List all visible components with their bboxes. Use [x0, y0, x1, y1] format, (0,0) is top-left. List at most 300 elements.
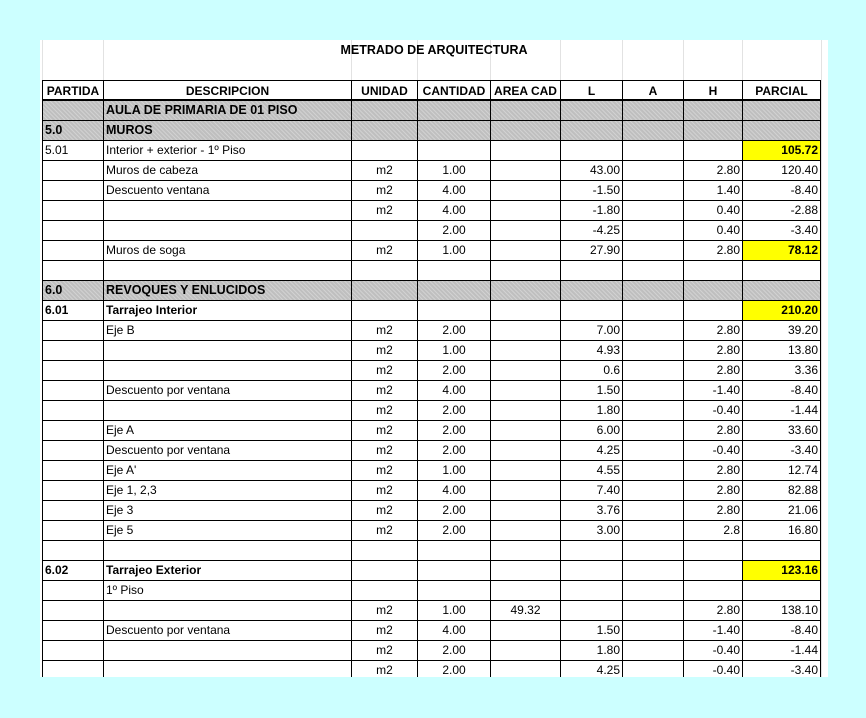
cell-area[interactable]	[490, 620, 560, 640]
cell-partida[interactable]: 6.01	[42, 300, 103, 320]
cell-unidad[interactable]	[351, 220, 417, 240]
cell-parcial[interactable]: 16.80	[742, 520, 821, 540]
cell-unidad[interactable]	[351, 260, 417, 280]
cell-cantidad[interactable]: 2.00	[417, 440, 490, 460]
cell-l[interactable]: 1.50	[560, 380, 622, 400]
cell-partida[interactable]	[42, 260, 103, 280]
cell-parcial[interactable]: -3.40	[742, 440, 821, 460]
cell-cantidad[interactable]: 2.00	[417, 660, 490, 677]
cell-desc[interactable]: Tarrajeo Exterior	[103, 560, 351, 580]
header-row	[40, 80, 828, 100]
cell-cantidad[interactable]	[417, 560, 490, 580]
section-row	[40, 280, 828, 300]
cell-parcial[interactable]	[742, 540, 821, 560]
cell-a[interactable]	[622, 160, 683, 180]
cell-parcial[interactable]: -3.40	[742, 660, 821, 677]
cell-h[interactable]	[683, 280, 742, 300]
table-row	[40, 500, 828, 520]
cell-cantidad[interactable]: 1.00	[417, 600, 490, 620]
cell-l[interactable]: 4.25	[560, 660, 622, 677]
cell-parcial[interactable]: -8.40	[742, 620, 821, 640]
cell-partida[interactable]	[42, 240, 103, 260]
cell-partida[interactable]: 6.0	[42, 280, 103, 300]
cell-l[interactable]: 3.76	[560, 500, 622, 520]
cell-parcial[interactable]: -1.44	[742, 400, 821, 420]
cell-a[interactable]	[622, 420, 683, 440]
cell-cantidad[interactable]: 2.00	[417, 500, 490, 520]
cell-area[interactable]	[490, 340, 560, 360]
cell-l[interactable]: 0.6	[560, 360, 622, 380]
table-row	[40, 520, 828, 540]
cell-unidad[interactable]: m2	[351, 240, 417, 260]
cell-h[interactable]: -0.40	[683, 660, 742, 677]
cell-unidad[interactable]: m2	[351, 520, 417, 540]
cell-partida[interactable]: 6.02	[42, 560, 103, 580]
cell-parcial[interactable]: 3.36	[742, 360, 821, 380]
cell-parcial[interactable]: -1.44	[742, 640, 821, 660]
cell-a[interactable]	[622, 100, 683, 120]
cell-partida[interactable]	[42, 400, 103, 420]
cell-unidad[interactable]: m2	[351, 360, 417, 380]
cell-cantidad[interactable]: 2.00	[417, 360, 490, 380]
cell-a[interactable]	[622, 560, 683, 580]
table-row	[40, 640, 828, 660]
cell-h[interactable]	[683, 120, 742, 140]
table-row	[40, 140, 828, 160]
cell-a[interactable]	[622, 520, 683, 540]
header-desc[interactable]: DESCRIPCION	[103, 80, 351, 100]
cell-a[interactable]	[622, 540, 683, 560]
cell-desc[interactable]: Interior + exterior - 1º Piso	[103, 140, 351, 160]
cell-l[interactable]	[560, 140, 622, 160]
cell-a[interactable]	[622, 480, 683, 500]
section-row	[40, 100, 828, 120]
cell-partida[interactable]	[42, 580, 103, 600]
cell-partida[interactable]	[42, 480, 103, 500]
cell-h[interactable]: 2.80	[683, 320, 742, 340]
cell-cantidad[interactable]: 1.00	[417, 240, 490, 260]
cell-desc[interactable]: Eje 1, 2,3	[103, 480, 351, 500]
cell-a[interactable]	[622, 460, 683, 480]
cell-desc[interactable]	[103, 600, 351, 620]
table-row	[40, 200, 828, 220]
cell-unidad[interactable]	[351, 540, 417, 560]
cell-l[interactable]: 7.40	[560, 480, 622, 500]
cell-parcial[interactable]: 13.80	[742, 340, 821, 360]
cell-parcial[interactable]: -8.40	[742, 380, 821, 400]
cell-l[interactable]: 1.80	[560, 640, 622, 660]
cell-l[interactable]: -1.50	[560, 180, 622, 200]
cell-h[interactable]: 2.80	[683, 360, 742, 380]
cell-unidad[interactable]	[351, 580, 417, 600]
cell-cantidad[interactable]: 4.00	[417, 620, 490, 640]
cell-h[interactable]	[683, 540, 742, 560]
cell-area[interactable]	[490, 260, 560, 280]
header-cantidad[interactable]: CANTIDAD	[417, 80, 490, 100]
cell-partida[interactable]	[42, 420, 103, 440]
cell-cantidad[interactable]: 2.00	[417, 220, 490, 240]
cell-unidad[interactable]: m2	[351, 400, 417, 420]
cell-partida[interactable]	[42, 460, 103, 480]
cell-desc[interactable]: 1º Piso	[103, 580, 351, 600]
cell-unidad[interactable]: m2	[351, 660, 417, 677]
cell-unidad[interactable]	[351, 120, 417, 140]
cell-area[interactable]	[490, 240, 560, 260]
cell-area[interactable]	[490, 560, 560, 580]
cell-cantidad[interactable]	[417, 580, 490, 600]
cell-unidad[interactable]: m2	[351, 340, 417, 360]
table-row	[40, 180, 828, 200]
cell-h[interactable]	[683, 140, 742, 160]
cell-a[interactable]	[622, 640, 683, 660]
cell-a[interactable]	[622, 220, 683, 240]
cell-cantidad[interactable]: 2.00	[417, 320, 490, 340]
cell-parcial[interactable]: 105.72	[742, 140, 821, 160]
cell-partida[interactable]	[42, 220, 103, 240]
cell-a[interactable]	[622, 400, 683, 420]
cell-a[interactable]	[622, 140, 683, 160]
cell-area[interactable]	[490, 400, 560, 420]
cell-desc[interactable]: Eje A	[103, 420, 351, 440]
cell-desc[interactable]: Tarrajeo Interior	[103, 300, 351, 320]
cell-h[interactable]: 2.80	[683, 240, 742, 260]
cell-area[interactable]	[490, 320, 560, 340]
cell-desc[interactable]: Eje 3	[103, 500, 351, 520]
cell-area[interactable]	[490, 580, 560, 600]
cell-h[interactable]	[683, 300, 742, 320]
cell-h[interactable]	[683, 260, 742, 280]
cell-area[interactable]	[490, 540, 560, 560]
cell-cantidad[interactable]	[417, 140, 490, 160]
cell-area[interactable]	[490, 660, 560, 677]
cell-parcial[interactable]: -2.88	[742, 200, 821, 220]
cell-area[interactable]	[490, 460, 560, 480]
cell-unidad[interactable]: m2	[351, 460, 417, 480]
cell-l[interactable]: 4.25	[560, 440, 622, 460]
cell-partida[interactable]	[42, 180, 103, 200]
cell-h[interactable]: -0.40	[683, 400, 742, 420]
cell-cantidad[interactable]: 2.00	[417, 420, 490, 440]
cell-area[interactable]	[490, 140, 560, 160]
cell-desc[interactable]	[103, 360, 351, 380]
cell-unidad[interactable]	[351, 300, 417, 320]
cell-area[interactable]	[490, 420, 560, 440]
cell-l[interactable]	[560, 600, 622, 620]
cell-a[interactable]	[622, 260, 683, 280]
cell-l[interactable]	[560, 260, 622, 280]
cell-partida[interactable]	[42, 320, 103, 340]
cell-desc[interactable]	[103, 400, 351, 420]
cell-parcial[interactable]: -3.40	[742, 220, 821, 240]
cell-desc[interactable]	[103, 260, 351, 280]
table-row	[40, 220, 828, 240]
cell-desc[interactable]: Descuento por ventana	[103, 440, 351, 460]
cell-area[interactable]	[490, 120, 560, 140]
cell-h[interactable]: 0.40	[683, 200, 742, 220]
table-row	[40, 360, 828, 380]
cell-l[interactable]	[560, 300, 622, 320]
cell-cantidad[interactable]	[417, 100, 490, 120]
cell-area[interactable]	[490, 300, 560, 320]
cell-cantidad[interactable]: 2.00	[417, 640, 490, 660]
cell-unidad[interactable]: m2	[351, 440, 417, 460]
cell-partida[interactable]: 5.0	[42, 120, 103, 140]
cell-l[interactable]	[560, 580, 622, 600]
cell-h[interactable]	[683, 560, 742, 580]
table-row	[40, 420, 828, 440]
cell-parcial[interactable]: 21.06	[742, 500, 821, 520]
cell-unidad[interactable]: m2	[351, 160, 417, 180]
cell-a[interactable]	[622, 200, 683, 220]
header-a[interactable]: A	[622, 80, 683, 100]
cell-desc[interactable]: Descuento por ventana	[103, 620, 351, 640]
cell-cantidad[interactable]: 1.00	[417, 460, 490, 480]
table-row	[40, 580, 828, 600]
cell-a[interactable]	[622, 280, 683, 300]
cell-l[interactable]: 6.00	[560, 420, 622, 440]
cell-area[interactable]	[490, 200, 560, 220]
cell-unidad[interactable]	[351, 280, 417, 300]
cell-area[interactable]	[490, 220, 560, 240]
cell-parcial[interactable]: 123.16	[742, 560, 821, 580]
sheet-title: METRADO DE ARQUITECTURA	[340, 43, 528, 57]
cell-desc[interactable]: Descuento por ventana	[103, 380, 351, 400]
cell-unidad[interactable]: m2	[351, 420, 417, 440]
cell-l[interactable]	[560, 280, 622, 300]
cell-cantidad[interactable]: 1.00	[417, 160, 490, 180]
cell-partida[interactable]	[42, 100, 103, 120]
header-parcial[interactable]: PARCIAL	[742, 80, 821, 100]
table-row	[40, 440, 828, 460]
cell-cantidad[interactable]: 2.00	[417, 400, 490, 420]
cell-partida[interactable]	[42, 360, 103, 380]
cell-unidad[interactable]	[351, 100, 417, 120]
table-row	[40, 60, 828, 80]
cell-parcial[interactable]	[742, 100, 821, 120]
cell-a[interactable]	[622, 440, 683, 460]
cell-l[interactable]: 7.00	[560, 320, 622, 340]
cell-desc[interactable]	[103, 200, 351, 220]
cell-partida[interactable]	[42, 620, 103, 640]
cell-cantidad[interactable]: 1.00	[417, 340, 490, 360]
header-l[interactable]: L	[560, 80, 622, 100]
table-row	[40, 540, 828, 560]
cell-desc[interactable]	[103, 640, 351, 660]
cell-l[interactable]	[560, 540, 622, 560]
cell-h[interactable]	[683, 580, 742, 600]
cell-area[interactable]: 49.32	[490, 600, 560, 620]
cell-l[interactable]: -4.25	[560, 220, 622, 240]
cell-l[interactable]	[560, 560, 622, 580]
cell-parcial[interactable]: 82.88	[742, 480, 821, 500]
cell-parcial[interactable]: 33.60	[742, 420, 821, 440]
cell-h[interactable]: 2.80	[683, 600, 742, 620]
table-row	[40, 320, 828, 340]
cell-parcial[interactable]: 138.10	[742, 600, 821, 620]
cell-a[interactable]	[622, 500, 683, 520]
cell-unidad[interactable]: m2	[351, 620, 417, 640]
cell-cantidad[interactable]	[417, 260, 490, 280]
cell-h[interactable]: -1.40	[683, 620, 742, 640]
cell-h[interactable]: 2.80	[683, 160, 742, 180]
cell-a[interactable]	[622, 340, 683, 360]
cell-area[interactable]	[490, 180, 560, 200]
table-row	[40, 300, 828, 320]
cell-a[interactable]	[622, 620, 683, 640]
header-partida[interactable]: PARTIDA	[42, 80, 103, 100]
cell-parcial[interactable]	[742, 280, 821, 300]
cell-h[interactable]: 2.80	[683, 500, 742, 520]
cell-h[interactable]: 2.80	[683, 420, 742, 440]
cell-parcial[interactable]	[742, 120, 821, 140]
cell-partida[interactable]	[42, 600, 103, 620]
table-row	[40, 380, 828, 400]
cell-cantidad[interactable]: 4.00	[417, 180, 490, 200]
table-row	[40, 620, 828, 640]
cell-l[interactable]	[560, 100, 622, 120]
cell-parcial[interactable]: -8.40	[742, 180, 821, 200]
cell-h[interactable]: -0.40	[683, 640, 742, 660]
cell-area[interactable]	[490, 160, 560, 180]
cell-h[interactable]: 1.40	[683, 180, 742, 200]
cell-desc[interactable]	[103, 660, 351, 677]
cell-cantidad[interactable]	[417, 280, 490, 300]
cell-partida[interactable]: 5.01	[42, 140, 103, 160]
cell-parcial[interactable]: 78.12	[742, 240, 821, 260]
cell-area[interactable]	[490, 520, 560, 540]
cell-cantidad[interactable]	[417, 540, 490, 560]
cell-l[interactable]: -1.80	[560, 200, 622, 220]
cell-parcial[interactable]: 120.40	[742, 160, 821, 180]
cell-parcial[interactable]	[742, 260, 821, 280]
cell-h[interactable]: 2.80	[683, 460, 742, 480]
table-row	[40, 260, 828, 280]
cell-area[interactable]	[490, 440, 560, 460]
cell-l[interactable]: 4.55	[560, 460, 622, 480]
cell-cantidad[interactable]	[417, 120, 490, 140]
cell-parcial[interactable]: 12.74	[742, 460, 821, 480]
cell-a[interactable]	[622, 240, 683, 260]
cell-partida[interactable]	[42, 500, 103, 520]
cell-a[interactable]	[622, 320, 683, 340]
cell-a[interactable]	[622, 580, 683, 600]
cell-h[interactable]: 2.80	[683, 340, 742, 360]
cell-desc[interactable]	[103, 220, 351, 240]
cell-a[interactable]	[622, 300, 683, 320]
table-row	[40, 400, 828, 420]
cell-cantidad[interactable]: 4.00	[417, 380, 490, 400]
cell-desc[interactable]: MUROS	[103, 120, 351, 140]
cell-unidad[interactable]: m2	[351, 500, 417, 520]
header-unidad[interactable]: UNIDAD	[351, 80, 417, 100]
cell-partida[interactable]	[42, 200, 103, 220]
cell-partida[interactable]	[42, 440, 103, 460]
cell-unidad[interactable]: m2	[351, 600, 417, 620]
table-row	[40, 340, 828, 360]
cell-a[interactable]	[622, 180, 683, 200]
table-row	[40, 600, 828, 620]
cell-h[interactable]: 2.80	[683, 480, 742, 500]
cell-desc[interactable]: Muros de cabeza	[103, 160, 351, 180]
cell-partida[interactable]	[42, 380, 103, 400]
table-row	[40, 240, 828, 260]
cell-desc[interactable]: AULA DE PRIMARIA DE 01 PISO	[103, 100, 351, 120]
cell-h[interactable]: -1.40	[683, 380, 742, 400]
header-area[interactable]: AREA CAD	[490, 80, 560, 100]
cell-desc[interactable]	[103, 340, 351, 360]
cell-cantidad[interactable]: 4.00	[417, 480, 490, 500]
cell-unidad[interactable]: m2	[351, 200, 417, 220]
cell-parcial[interactable]	[742, 580, 821, 600]
cell-h[interactable]: -0.40	[683, 440, 742, 460]
cell-h[interactable]: 2.8	[683, 520, 742, 540]
cell-unidad[interactable]: m2	[351, 380, 417, 400]
cell-l[interactable]: 1.80	[560, 400, 622, 420]
cell-area[interactable]	[490, 640, 560, 660]
cell-desc[interactable]: Eje A'	[103, 460, 351, 480]
cell-a[interactable]	[622, 660, 683, 677]
cell-unidad[interactable]	[351, 560, 417, 580]
cell-area[interactable]	[490, 480, 560, 500]
table-row	[40, 460, 828, 480]
cell-a[interactable]	[622, 360, 683, 380]
cell-parcial[interactable]: 39.20	[742, 320, 821, 340]
cell-area[interactable]	[490, 100, 560, 120]
cell-unidad[interactable]: m2	[351, 640, 417, 660]
header-h[interactable]: H	[683, 80, 742, 100]
cell-a[interactable]	[622, 380, 683, 400]
spreadsheet	[40, 40, 828, 677]
cell-desc[interactable]: Eje B	[103, 320, 351, 340]
cell-unidad[interactable]: m2	[351, 480, 417, 500]
cell-partida[interactable]	[42, 660, 103, 677]
cell-area[interactable]	[490, 380, 560, 400]
cell-h[interactable]: 0.40	[683, 220, 742, 240]
cell-partida[interactable]	[42, 520, 103, 540]
cell-l[interactable]: 4.93	[560, 340, 622, 360]
cell-l[interactable]: 27.90	[560, 240, 622, 260]
cell-h[interactable]	[683, 100, 742, 120]
cell-desc[interactable]: Descuento ventana	[103, 180, 351, 200]
table-row	[40, 560, 828, 580]
cell-parcial[interactable]: 210.20	[742, 300, 821, 320]
cell-partida[interactable]	[42, 640, 103, 660]
cell-area[interactable]	[490, 500, 560, 520]
cell-desc[interactable]: Eje 5	[103, 520, 351, 540]
cell-a[interactable]	[622, 600, 683, 620]
cell-l[interactable]: 43.00	[560, 160, 622, 180]
cell-desc[interactable]: Muros de soga	[103, 240, 351, 260]
cell-area[interactable]	[490, 280, 560, 300]
cell-partida[interactable]	[42, 340, 103, 360]
cell-cantidad[interactable]	[417, 300, 490, 320]
cell-cantidad[interactable]: 4.00	[417, 200, 490, 220]
cell-l[interactable]: 3.00	[560, 520, 622, 540]
cell-unidad[interactable]: m2	[351, 320, 417, 340]
cell-partida[interactable]	[42, 540, 103, 560]
cell-desc[interactable]	[103, 540, 351, 560]
cell-unidad[interactable]	[351, 140, 417, 160]
cell-area[interactable]	[490, 360, 560, 380]
cell-l[interactable]	[560, 120, 622, 140]
cell-desc[interactable]: REVOQUES Y ENLUCIDOS	[103, 280, 351, 300]
cell-l[interactable]: 1.50	[560, 620, 622, 640]
table-row	[40, 160, 828, 180]
cell-partida[interactable]	[42, 160, 103, 180]
cell-a[interactable]	[622, 120, 683, 140]
cell-unidad[interactable]: m2	[351, 180, 417, 200]
cell-cantidad[interactable]: 2.00	[417, 520, 490, 540]
